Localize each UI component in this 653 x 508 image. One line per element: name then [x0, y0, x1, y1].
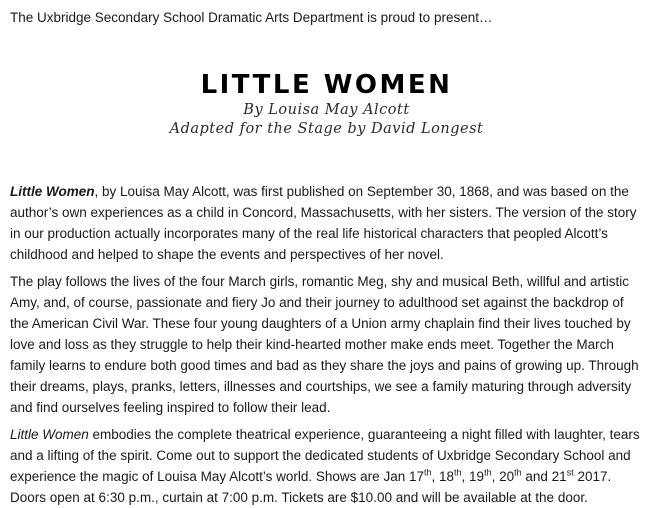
synopsis-paragraph-3: [10, 424, 643, 508]
paragraph3-segment-4: , 20: [491, 469, 515, 484]
paragraph3-title-lead: Little Women: [10, 427, 89, 442]
intro-line: The Uxbridge Secondary School Dramatic Arts Department is proud to present…: [10, 10, 493, 25]
paragraph3-segment-1: embodies the complete theatrical experience, guaranteeing a night filled with laughter, tears and a lifting of the spirit. Come out to support the dedicated students of Uxbridge Secondary School and experience the magic of Louisa May Alcott’s world. Shows are Jan 17: [10, 427, 640, 484]
ordinal-suffix-20th: th: [514, 467, 522, 478]
ordinal-suffix-21st: st: [566, 467, 574, 478]
synopsis-paragraph-1: [10, 181, 643, 265]
paragraph1-title-lead: Little Women: [10, 184, 95, 199]
show-title: LITTLE WOMEN: [200, 70, 453, 100]
synopsis-paragraph-2: [10, 271, 643, 418]
synopsis-section: [10, 181, 643, 508]
paragraph3-segment-2: , 18: [431, 469, 455, 484]
paragraph3-segment-6: 2017. Doors open at 6:30 p.m., curtain at 7:00 p.m. Tickets are $10.00 and will be available at the door.: [10, 469, 612, 505]
paragraph2-text: The play follows the lives of the four March girls, romantic Meg, shy and musical Beth, willful and artistic Amy, and, of course, passionate and fiery Jo and their journey to adulthood set against the backdrop of the American Civil War. These four young daughters of a Union army chaplain find their lives touched by love and loss as they struggle to help their kind-hearted mother make ends meet. Together the March family learns to endure both good times and bad as they share the joys and pains of growing up. Through their dreams, plays, pranks, letters, illnesses and courtships, we see a family maturing through adversity and find ourselves feeling inspired to follow their lead.: [10, 274, 639, 415]
paragraph3-segment-3: , 19: [461, 469, 485, 484]
ordinal-suffix-17th: th: [423, 467, 432, 478]
ordinal-suffix-19th: th: [484, 467, 492, 478]
author-byline: By Louisa May Alcott: [243, 102, 410, 118]
adaptation-credit: Adapted for the Stage by David Longest: [169, 121, 484, 137]
paragraph1-text: , by Louisa May Alcott, was first published on September 30, 1868, and was based on the author’s own experiences as a child in Concord, Massachusetts, with her sisters. The version of the story in our production actually incorporates many of the real life historical characters that peopled Alcott’s childhood and helped to shape the events and perspectives of her novel.: [10, 184, 637, 262]
paragraph3-segment-5: and 21: [521, 469, 567, 484]
title-block: [10, 72, 643, 139]
ordinal-suffix-18th: th: [454, 467, 462, 478]
